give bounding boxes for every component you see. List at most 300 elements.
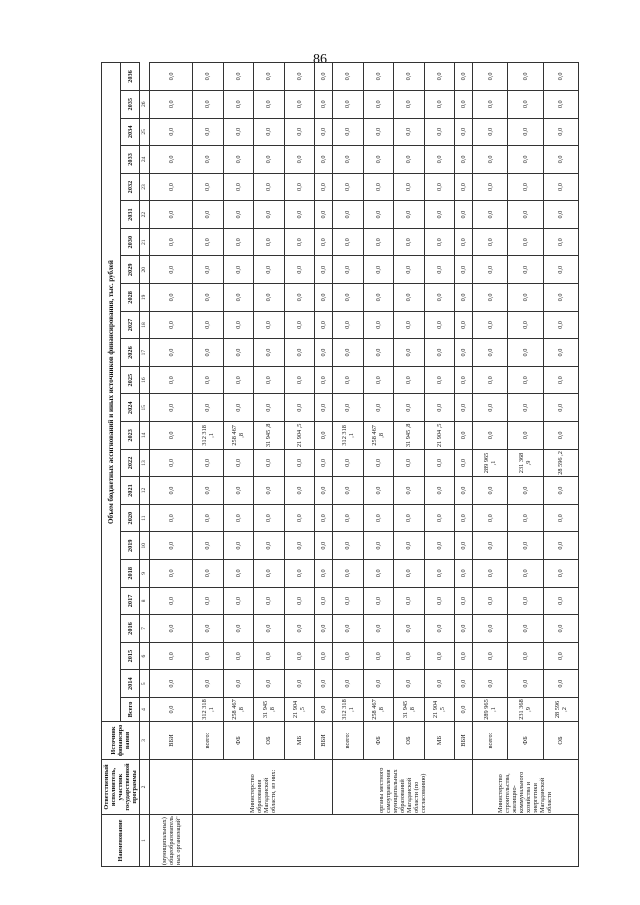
header-year: 2022: [121, 449, 140, 477]
row-year-value: 0,0: [223, 449, 254, 477]
row-year-value: 0,0: [455, 256, 473, 284]
row-year-value: 0,0: [472, 90, 507, 118]
row-year-value: 0,0: [150, 228, 193, 256]
row-year-value: 0,0: [315, 560, 333, 588]
header-year: 2028: [121, 284, 140, 312]
row-year-value: 0,0: [394, 201, 425, 229]
row-year-value: 0,0: [455, 394, 473, 422]
row-year-value: 0,0: [455, 311, 473, 339]
row-year-value: 0,0: [508, 284, 543, 312]
row-year-value: 0,0: [193, 311, 224, 339]
row-year-value: 0,0: [254, 394, 285, 422]
row-year-value: 0,0: [150, 90, 193, 118]
row-year-value: 0,0: [284, 477, 315, 505]
row-year-value: 0,0: [543, 532, 578, 560]
row-year-value: 0,0: [193, 449, 224, 477]
row-year-value: 0,0: [333, 615, 364, 643]
column-number: 22: [140, 201, 150, 229]
row-year-value: 0,0: [284, 504, 315, 532]
row-year-value: 0,0: [424, 90, 455, 118]
column-number: 10: [140, 532, 150, 560]
row-year-value: 0,0: [254, 284, 285, 312]
column-number: 25: [140, 118, 150, 146]
row-year-value: 0,0: [472, 256, 507, 284]
row-year-value: 0,0: [394, 311, 425, 339]
column-number: 8: [140, 587, 150, 615]
row-year-value: 0,0: [455, 560, 473, 588]
row-year-value: 0,0: [543, 311, 578, 339]
row-source-cell: ФБ: [508, 722, 543, 760]
row-year-value: 0,0: [315, 504, 333, 532]
row-year-value: 0,0: [508, 311, 543, 339]
row-year-value: 0,0: [363, 90, 394, 118]
row-year-value: 0,0: [223, 532, 254, 560]
row-year-value: 0,0: [543, 90, 578, 118]
row-year-value: 0,0: [472, 642, 507, 670]
row-year-value: 0,0: [455, 284, 473, 312]
row-year-value: 0,0: [543, 670, 578, 698]
row-year-value: 0,0: [254, 256, 285, 284]
row-total-cell: 258 467 ,8: [223, 698, 254, 722]
column-number: 19: [140, 284, 150, 312]
column-number: 12: [140, 477, 150, 505]
row-year-value: 0,0: [150, 366, 193, 394]
row-year-value: 0,0: [193, 587, 224, 615]
row-year-value: 0,0: [284, 560, 315, 588]
row-year-value: 0,0: [394, 532, 425, 560]
row-year-value: 0,0: [363, 532, 394, 560]
row-year-value: 0,0: [254, 90, 285, 118]
row-year-value: 0,0: [333, 63, 364, 91]
row-year-value: 0,0: [543, 118, 578, 146]
row-year-value: 0,0: [508, 118, 543, 146]
table-row: [424, 63, 455, 867]
row-year-value: 0,0: [394, 339, 425, 367]
row-year-value: 0,0: [508, 339, 543, 367]
column-number: 21: [140, 228, 150, 256]
row-year-value: 0,0: [363, 284, 394, 312]
funding-table: [101, 62, 579, 867]
row-year-value: 0,0: [363, 311, 394, 339]
row-year-value: 0,0: [394, 366, 425, 394]
row-year-value: 0,0: [284, 339, 315, 367]
row-executor-cell: органы местного самоуправления муниципальных образований Магаданской области (по согласованию): [333, 760, 473, 815]
table-row: [508, 63, 543, 867]
row-year-value: 0,0: [363, 560, 394, 588]
header-year: 2023: [121, 422, 140, 450]
row-year-value: 0,0: [284, 670, 315, 698]
row-year-value: 0,0: [254, 118, 285, 146]
header-year: 2018: [121, 560, 140, 588]
row-year-value: 0,0: [508, 532, 543, 560]
header-year: 2019: [121, 532, 140, 560]
row-year-value: 0,0: [150, 477, 193, 505]
row-year-value: 0,0: [543, 284, 578, 312]
row-source-cell: ВБИ: [150, 722, 193, 760]
row-year-value: 0,0: [254, 670, 285, 698]
row-year-value: 0,0: [223, 394, 254, 422]
row-year-value: 0,0: [424, 284, 455, 312]
row-year-value: 21 904 ,5: [424, 422, 455, 450]
row-year-value: 0,0: [424, 146, 455, 174]
row-year-value: 0,0: [472, 339, 507, 367]
header-year: 2035: [121, 90, 140, 118]
header-funding-title: Объем бюджетных ассигнований и иных источников финансирования, тыс. рублей: [102, 63, 121, 722]
header-total: Всего: [121, 698, 140, 722]
row-year-value: 0,0: [363, 615, 394, 643]
row-year-value: 0,0: [333, 256, 364, 284]
row-year-value: 0,0: [455, 642, 473, 670]
row-year-value: 312 318 ,1: [193, 422, 224, 450]
row-total-cell: 312 318 ,1: [333, 698, 364, 722]
row-year-value: 0,0: [508, 366, 543, 394]
row-year-value: 0,0: [363, 670, 394, 698]
row-year-value: 0,0: [333, 560, 364, 588]
row-year-value: 0,0: [333, 201, 364, 229]
row-year-value: 0,0: [150, 422, 193, 450]
header-year: 2036: [121, 63, 140, 91]
row-year-value: 0,0: [424, 118, 455, 146]
row-year-value: 0,0: [223, 504, 254, 532]
row-year-value: 0,0: [315, 284, 333, 312]
row-year-value: 0,0: [284, 118, 315, 146]
row-year-value: 0,0: [508, 615, 543, 643]
row-year-value: 0,0: [455, 63, 473, 91]
row-year-value: 0,0: [455, 228, 473, 256]
row-year-value: 0,0: [150, 118, 193, 146]
row-year-value: 0,0: [333, 394, 364, 422]
column-number: 3: [140, 722, 150, 760]
row-year-value: 0,0: [472, 560, 507, 588]
row-source-cell: ОБ: [254, 722, 285, 760]
row-year-value: 0,0: [223, 587, 254, 615]
row-year-value: 0,0: [193, 504, 224, 532]
row-year-value: 0,0: [363, 504, 394, 532]
table-container: [101, 62, 568, 867]
row-year-value: 0,0: [254, 63, 285, 91]
header-name: Наименование: [102, 815, 140, 867]
row-year-value: 0,0: [315, 201, 333, 229]
row-year-value: 0,0: [150, 394, 193, 422]
row-year-value: 0,0: [193, 118, 224, 146]
column-number: 14: [140, 422, 150, 450]
row-year-value: 258 467 ,8: [223, 422, 254, 450]
row-year-value: 0,0: [424, 532, 455, 560]
row-year-value: 0,0: [150, 256, 193, 284]
row-year-value: 0,0: [394, 477, 425, 505]
row-name-cell: [193, 815, 579, 867]
header-year: 2027: [121, 311, 140, 339]
header-year: 2015: [121, 642, 140, 670]
row-year-value: 0,0: [455, 670, 473, 698]
row-year-value: 0,0: [508, 63, 543, 91]
row-total-cell: 21 904 ,5: [424, 698, 455, 722]
row-year-value: 0,0: [284, 228, 315, 256]
row-year-value: 0,0: [223, 256, 254, 284]
row-year-value: 0,0: [363, 63, 394, 91]
row-year-value: 0,0: [543, 228, 578, 256]
row-year-value: 0,0: [333, 118, 364, 146]
row-year-value: 0,0: [424, 201, 455, 229]
row-year-value: 258 467 ,8: [363, 422, 394, 450]
row-year-value: 0,0: [455, 449, 473, 477]
row-year-value: 0,0: [424, 560, 455, 588]
row-year-value: 0,0: [333, 173, 364, 201]
row-source-cell: ВБИ: [455, 722, 473, 760]
row-year-value: 0,0: [543, 201, 578, 229]
row-year-value: 231 368 ,9: [508, 449, 543, 477]
column-number: 11: [140, 504, 150, 532]
row-year-value: 0,0: [472, 394, 507, 422]
row-year-value: 0,0: [284, 532, 315, 560]
column-number: 23: [140, 173, 150, 201]
row-year-value: 0,0: [394, 394, 425, 422]
row-year-value: 0,0: [315, 256, 333, 284]
row-year-value: 0,0: [424, 366, 455, 394]
row-year-value: 0,0: [315, 394, 333, 422]
row-year-value: 0,0: [455, 422, 473, 450]
row-year-value: 0,0: [223, 118, 254, 146]
row-year-value: 0,0: [455, 201, 473, 229]
row-year-value: 0,0: [363, 118, 394, 146]
row-year-value: 0,0: [472, 615, 507, 643]
header-source: Источник финансиро вания: [102, 722, 140, 760]
row-year-value: 0,0: [223, 366, 254, 394]
row-year-value: 0,0: [193, 615, 224, 643]
row-source-cell: ФБ: [363, 722, 394, 760]
table-row: [315, 63, 333, 867]
row-total-cell: 0,0: [455, 698, 473, 722]
row-year-value: 0,0: [472, 284, 507, 312]
row-year-value: 0,0: [472, 173, 507, 201]
row-year-value: 0,0: [284, 201, 315, 229]
row-year-value: 0,0: [254, 366, 285, 394]
row-year-value: 0,0: [223, 201, 254, 229]
row-year-value: 0,0: [394, 560, 425, 588]
row-year-value: 0,0: [254, 173, 285, 201]
row-year-value: 0,0: [193, 394, 224, 422]
row-year-value: 0,0: [543, 587, 578, 615]
header-year: 2029: [121, 256, 140, 284]
row-total-cell: 31 945 ,8: [394, 698, 425, 722]
row-year-value: 0,0: [455, 615, 473, 643]
row-year-value: 0,0: [193, 477, 224, 505]
row-year-value: 0,0: [333, 449, 364, 477]
row-year-value: 0,0: [223, 173, 254, 201]
row-year-value: 0,0: [284, 90, 315, 118]
header-year: 2024: [121, 394, 140, 422]
row-year-value: 0,0: [315, 615, 333, 643]
row-year-value: 0,0: [193, 146, 224, 174]
row-year-value: 0,0: [284, 587, 315, 615]
row-year-value: 0,0: [254, 477, 285, 505]
row-year-value: 0,0: [424, 587, 455, 615]
row-year-value: 0,0: [333, 642, 364, 670]
row-year-value: 0,0: [333, 477, 364, 505]
row-year-value: 0,0: [150, 642, 193, 670]
row-year-value: 0,0: [455, 173, 473, 201]
row-year-value: 0,0: [455, 146, 473, 174]
row-year-value: 0,0: [150, 670, 193, 698]
row-year-value: 0,0: [150, 173, 193, 201]
row-executor-cell: Министерство строительства, жилищно-коммунального хозяйства и энергетики Магаданской области: [472, 760, 578, 815]
column-number: 16: [140, 366, 150, 394]
row-year-value: 0,0: [254, 560, 285, 588]
row-year-value: 0,0: [543, 642, 578, 670]
row-year-value: 0,0: [284, 256, 315, 284]
row-year-value: 0,0: [424, 477, 455, 505]
row-year-value: 0,0: [472, 146, 507, 174]
row-year-value: 0,0: [150, 63, 193, 91]
row-year-value: 0,0: [315, 90, 333, 118]
row-year-value: 0,0: [150, 146, 193, 174]
row-year-value: 0,0: [223, 63, 254, 91]
row-year-value: 0,0: [363, 256, 394, 284]
row-year-value: 0,0: [394, 63, 425, 91]
column-number: 20: [140, 256, 150, 284]
header-year: 2030: [121, 228, 140, 256]
row-year-value: 0,0: [363, 228, 394, 256]
row-year-value: 0,0: [455, 587, 473, 615]
row-year-value: 0,0: [394, 642, 425, 670]
row-year-value: 21 904 ,5: [284, 422, 315, 450]
row-year-value: 0,0: [150, 532, 193, 560]
row-year-value: 0,0: [333, 228, 364, 256]
row-year-value: 0,0: [315, 118, 333, 146]
row-year-value: 0,0: [284, 449, 315, 477]
row-year-value: 0,0: [508, 256, 543, 284]
row-year-value: 0,0: [315, 366, 333, 394]
row-year-value: 31 945 ,8: [254, 422, 285, 450]
row-year-value: 0,0: [472, 477, 507, 505]
row-year-value: 0,0: [254, 532, 285, 560]
column-number: 18: [140, 311, 150, 339]
row-year-value: 0,0: [508, 587, 543, 615]
row-source-cell: всего:: [472, 722, 507, 760]
row-year-value: 312 318 ,1: [333, 422, 364, 450]
column-number: 13: [140, 449, 150, 477]
row-year-value: 0,0: [193, 560, 224, 588]
row-year-value: 0,0: [508, 642, 543, 670]
row-year-value: 0,0: [333, 532, 364, 560]
row-year-value: 0,0: [394, 90, 425, 118]
row-source-cell: ФБ: [223, 722, 254, 760]
row-source-cell: МБ: [284, 722, 315, 760]
column-number: 1: [140, 815, 150, 867]
row-year-value: 0,0: [394, 146, 425, 174]
row-year-value: 0,0: [424, 339, 455, 367]
page-number: 86: [313, 52, 327, 67]
row-year-value: 0,0: [508, 201, 543, 229]
row-year-value: 0,0: [363, 642, 394, 670]
row-year-value: 0,0: [508, 560, 543, 588]
row-year-value: 0,0: [472, 366, 507, 394]
row-year-value: 0,0: [363, 394, 394, 422]
row-year-value: 0,0: [508, 228, 543, 256]
row-source-cell: всего:: [333, 722, 364, 760]
row-total-cell: 312 318 ,1: [193, 698, 224, 722]
row-year-value: 0,0: [254, 615, 285, 643]
row-year-value: 0,0: [543, 63, 578, 91]
row-year-value: 0,0: [508, 90, 543, 118]
row-year-value: 0,0: [315, 63, 333, 91]
row-year-value: 0,0: [424, 394, 455, 422]
row-year-value: 0,0: [363, 449, 394, 477]
row-year-value: 0,0: [363, 366, 394, 394]
row-executor-cell: [150, 760, 193, 815]
row-year-value: 0,0: [472, 422, 507, 450]
row-year-value: 0,0: [284, 284, 315, 312]
row-year-value: 0,0: [394, 615, 425, 643]
row-year-value: 0,0: [363, 201, 394, 229]
row-year-value: 0,0: [333, 146, 364, 174]
row-year-value: 0,0: [193, 90, 224, 118]
rotated-table-frame: [101, 62, 568, 867]
row-year-value: 0,0: [508, 173, 543, 201]
row-year-value: 0,0: [394, 228, 425, 256]
row-year-value: 0,0: [333, 366, 364, 394]
row-year-value: 0,0: [150, 284, 193, 312]
row-year-value: 0,0: [223, 311, 254, 339]
row-year-value: 0,0: [363, 173, 394, 201]
row-year-value: 0,0: [333, 339, 364, 367]
row-year-value: 0,0: [472, 311, 507, 339]
table-row: [543, 63, 578, 867]
table-row: [455, 63, 473, 867]
row-year-value: 0,0: [284, 311, 315, 339]
row-year-value: 0,0: [424, 63, 455, 91]
row-year-value: 0,0: [543, 173, 578, 201]
row-year-value: 0,0: [424, 504, 455, 532]
table-row: [254, 63, 285, 867]
row-year-value: 0,0: [472, 504, 507, 532]
row-year-value: 0,0: [150, 201, 193, 229]
row-year-value: 289 965 ,1: [472, 449, 507, 477]
row-year-value: 0,0: [254, 504, 285, 532]
row-total-cell: 0,0: [150, 698, 193, 722]
row-year-value: 0,0: [508, 394, 543, 422]
row-year-value: 0,0: [394, 118, 425, 146]
row-year-value: 0,0: [543, 477, 578, 505]
row-year-value: 0,0: [394, 256, 425, 284]
row-year-value: 0,0: [508, 504, 543, 532]
row-year-value: 0,0: [424, 642, 455, 670]
row-year-value: 0,0: [193, 366, 224, 394]
table-row: [150, 63, 193, 867]
row-year-value: 0,0: [472, 587, 507, 615]
row-year-value: 0,0: [333, 670, 364, 698]
row-year-value: 0,0: [223, 642, 254, 670]
row-year-value: 0,0: [193, 284, 224, 312]
row-year-value: 0,0: [315, 670, 333, 698]
header-year: 2033: [121, 146, 140, 174]
row-year-value: 0,0: [333, 587, 364, 615]
row-total-cell: 31 945 ,8: [254, 698, 285, 722]
row-year-value: 0,0: [223, 670, 254, 698]
row-year-value: 0,0: [223, 146, 254, 174]
row-year-value: 0,0: [543, 366, 578, 394]
row-year-value: 0,0: [150, 311, 193, 339]
row-year-value: 0,0: [223, 560, 254, 588]
row-year-value: 0,0: [150, 449, 193, 477]
table-row: [333, 63, 364, 867]
row-year-value: 0,0: [193, 256, 224, 284]
column-number: 9: [140, 560, 150, 588]
row-year-value: 0,0: [472, 532, 507, 560]
row-year-value: 0,0: [254, 201, 285, 229]
row-year-value: 0,0: [150, 587, 193, 615]
column-number: 15: [140, 394, 150, 422]
